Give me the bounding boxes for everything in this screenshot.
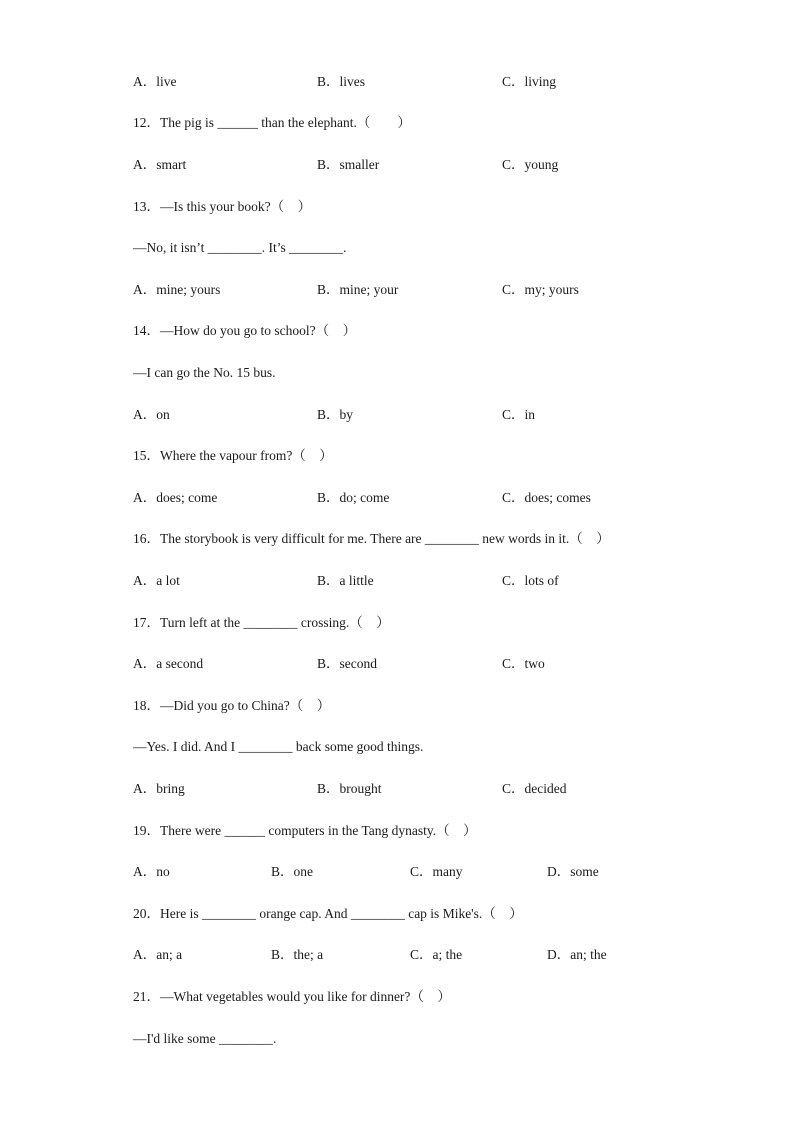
answer-option-b: B．smaller [317,157,380,172]
question-line: 12．The pig is ______ than the elephant.（ ） [133,115,411,130]
answer-option-b: B．lives [317,74,366,89]
answer-option-a: A．does; come [133,490,218,505]
answer-option-c: C．does; comes [502,490,591,505]
answer-option-c: C．decided [502,781,567,796]
answer-option-b: B．a little [317,573,374,588]
answer-option-c: C．in [502,407,536,422]
question-line: 18．—Did you go to China?（ ） [133,698,331,713]
question-line: 20．Here is ________ orange cap. And ________ cap is Mike's.（ ） [133,906,523,921]
answer-option-d: D．an; the [547,947,607,962]
answer-option-b: B．mine; your [317,282,399,297]
answer-option-c: C．two [502,656,545,671]
question-line: —Yes. I did. And I ________ back some good things. [133,739,424,754]
answer-option-c: C．a; the [410,947,463,962]
answer-option-b: B．one [271,864,313,879]
answer-option-a: A．no [133,864,170,879]
question-line: 15．Where the vapour from?（ ） [133,448,333,463]
question-line: —I'd like some ________. [133,1031,277,1046]
answer-option-c: C．living [502,74,557,89]
question-line: 19．There were ______ computers in the Tang dynasty.（ ） [133,823,477,838]
answer-option-b: B．by [317,407,354,422]
answer-option-a: A．on [133,407,170,422]
answer-option-a: A．smart [133,157,187,172]
answer-option-d: D．some [547,864,599,879]
answer-option-a: A．a lot [133,573,180,588]
question-line: 14．—How do you go to school?（ ） [133,323,357,338]
answer-option-b: B．second [317,656,377,671]
answer-option-a: A．bring [133,781,185,796]
answer-option-a: A．live [133,74,177,89]
answer-option-a: A．mine; yours [133,282,221,297]
question-line: 16．The storybook is very difficult for me. There are ________ new words in it.（ ） [133,531,610,546]
answer-option-c: C．lots of [502,573,559,588]
answer-option-c: C．my; yours [502,282,579,297]
answer-option-a: A．a second [133,656,204,671]
question-line: 13．—Is this your book?（ ） [133,199,312,214]
question-line: —No, it isn’t ________. It’s ________. [133,240,347,255]
answer-option-b: B．the; a [271,947,324,962]
question-line: —I can go the No. 15 bus. [133,365,276,380]
question-line: 21．—What vegetables would you like for dinner?（ ） [133,989,451,1004]
question-line: 17．Turn left at the ________ crossing.（ ） [133,615,390,630]
answer-option-c: C．young [502,157,559,172]
answer-option-a: A．an; a [133,947,183,962]
answer-option-c: C．many [410,864,463,879]
answer-option-b: B．do; come [317,490,390,505]
answer-option-b: B．brought [317,781,382,796]
